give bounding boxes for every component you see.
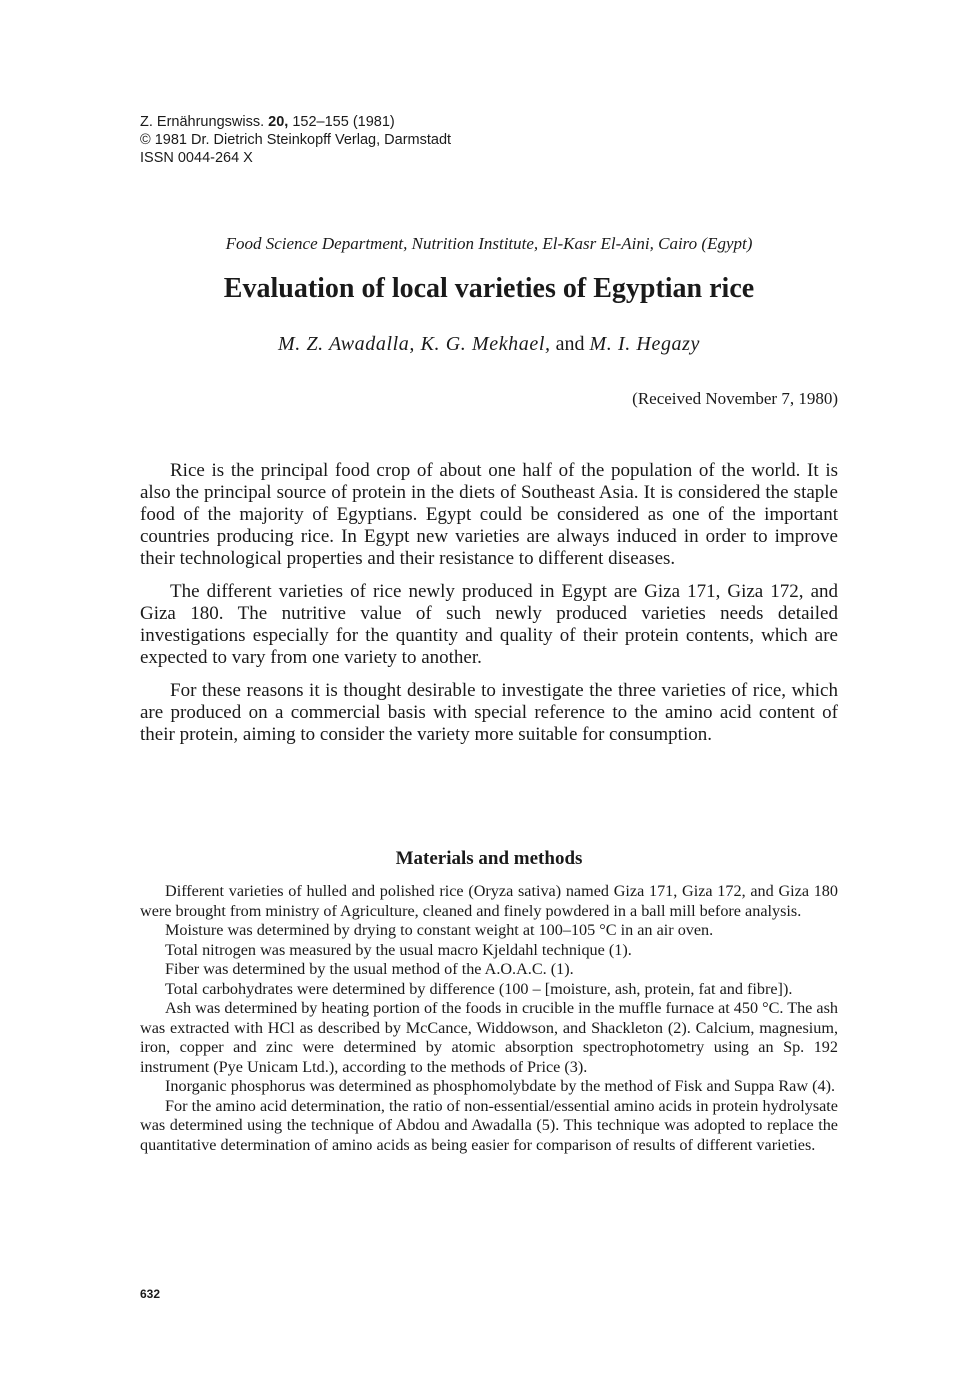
methods-paragraph: For the amino acid determination, the ratio of non-essential/essential amino acids in protein hydrolysate was determined using the technique of Abdou and Awadalla (5). This technique was adopted to replace the quantitative determination of amino acids as being easier for comparison of results of different varieties. — [140, 1096, 838, 1154]
methods-paragraph: Total carbohydrates were determined by difference (100 – [moisture, ash, protein, fat and fibre]). — [165, 979, 793, 998]
methods-section — [140, 882, 838, 1155]
journal-volume: 20, — [268, 114, 289, 130]
abstract-paragraph: Rice is the principal food crop of about one half of the population of the world. It is also the principal source of protein in the diets of Southeast Asia. It is considered the staple food of the majority of Egyptians. Egypt could be considered as one of the important countries producing rice. In Egypt new varieties are always induced in order to improve their technological properties and their resistance to different diseases. — [140, 460, 838, 569]
methods-paragraph: Ash was determined by heating portion of the foods in crucible in the muffle furnace at 450 °C. The ash was extracted with HCl as described by McCance, Widdowson, and Shackleton (2). Calcium, magnesium, iron, copper and zinc were determined by atomic absorption spectrophotometry using an Sp. 192 instrument (Pye Unicam Ltd.), according to the methods of Price (3). — [140, 999, 838, 1076]
abstract-paragraph: The different varieties of rice newly produced in Egypt are Giza 171, Giza 172, and Giza 180. The nutritive value of such newly produced varieties needs detailed investigations especially for the quantity and quality of their protein contents, which are expected to vary from one variety to another. — [140, 581, 838, 668]
authors-first: M. Z. Awadalla, K. G. Mekhael, — [277, 333, 551, 355]
paper-title: Evaluation of local varieties of Egyptian rice — [223, 273, 755, 304]
author-list — [140, 333, 838, 356]
methods-paragraph: Inorganic phosphorus was determined as phosphomolybdate by the method of Fisk and Suppa Raw (4). — [165, 1077, 836, 1095]
received-date: (Received November 7, 1980) — [632, 389, 838, 408]
issn-line: ISSN 0044-264 X — [140, 150, 253, 166]
methods-paragraph: Total nitrogen was measured by the usual macro Kjeldahl technique (1). — [165, 940, 632, 959]
abstract-paragraph: For these reasons it is thought desirable to investigate the three varieties of rice, which are produced on a commercial basis with special reference to the amino acid content of their protein, aiming to consider the variety more suitable for consumption. — [140, 680, 838, 745]
methods-paragraph: Fiber was determined by the usual method of the A.O.A.C. (1). — [165, 960, 574, 978]
abstract — [140, 460, 838, 757]
journal-reference: Z. Ernährungswiss. 20, 152–155 (1981) — [140, 114, 395, 130]
methods-paragraph: Moisture was determined by drying to constant weight at 100–105 °C in an air oven. — [165, 921, 714, 939]
methods-paragraph: Different varieties of hulled and polished rice (Oryza sativa) named Giza 171, Giza 172, and Giza 180 were brought from ministry of Agriculture, cleaned and finely powdered in a ball mill before analysis. — [140, 882, 838, 920]
journal-citation — [140, 113, 451, 167]
authors-last: M. I. Hegazy — [589, 333, 701, 355]
authors-conjunction: and — [550, 333, 590, 355]
section-heading-methods: Materials and methods — [395, 848, 583, 869]
page-number: 632 — [140, 1287, 161, 1301]
copyright-line: © 1981 Dr. Dietrich Steinkopff Verlag, Darmstadt — [140, 132, 452, 148]
affiliation: Food Science Department, Nutrition Institute, El-Kasr El-Aini, Cairo (Egypt) — [225, 234, 753, 253]
